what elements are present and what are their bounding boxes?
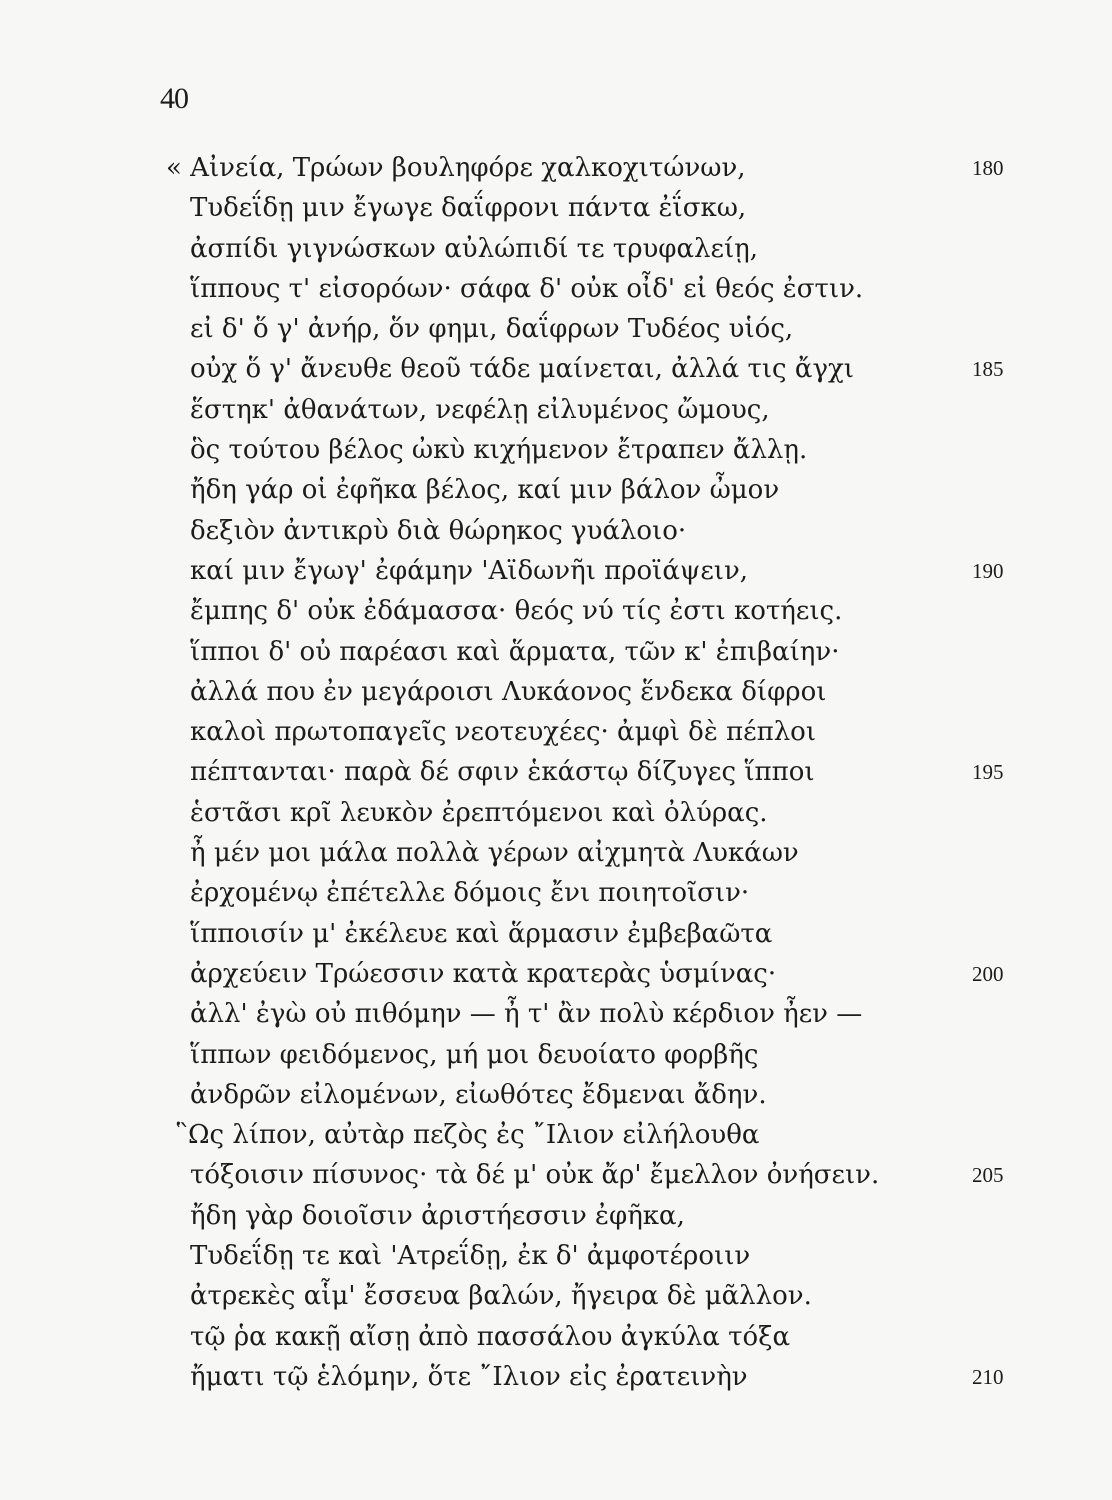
verse-line — [0, 511, 1112, 551]
verse-line — [0, 349, 1112, 389]
line-number: 210 — [972, 1364, 1004, 1389]
verse-line — [0, 269, 1112, 309]
verse-line — [0, 470, 1112, 510]
verse-text: τῷ ῥα κακῇ αἴσῃ ἀπὸ πασσάλου ἀγκύλα τόξα — [190, 1321, 791, 1352]
verse-line — [0, 793, 1112, 833]
verse-line — [0, 1196, 1112, 1236]
verse-text: οὐχ ὅ γ' ἄνευθε θεοῦ τάδε μαίνεται, ἀλλά τις ἄγχι — [190, 354, 854, 385]
verse-text: ἀνδρῶν εἰλομένων, εἰωθότες ἔδμεναι ἄδην. — [190, 1079, 767, 1110]
verse-line — [0, 994, 1112, 1034]
verse-text: ἀτρεκὲς αἷμ' ἔσσευα βαλών, ἤγειρα δὲ μᾶλλον. — [190, 1281, 812, 1312]
verse-text: ἤματι τῷ ἑλόμην, ὅτε ῎Ιλιον εἰς ἐρατεινὴν — [190, 1361, 748, 1392]
verse-text: ἤδη γάρ οἱ ἐφῆκα βέλος, καί μιν βάλον ὦμον — [190, 475, 780, 506]
page-number: 40 — [160, 82, 188, 115]
verse-text: ἵππους τ' εἰσορόων· σάφα δ' οὐκ οἶδ' εἰ θεός ἐστιν. — [190, 273, 864, 304]
verse-line — [0, 1276, 1112, 1316]
verse-text: Τυδεΐδῃ τε καὶ 'Ατρεΐδῃ, ἐκ δ' ἀμφοτέροιιν — [190, 1241, 751, 1272]
verse-text: ἵπποισίν μ' ἐκέλευε καὶ ἅρμασιν ἐμβεβαῶτα — [190, 918, 773, 949]
verse-text: πέπτανται· παρὰ δέ σφιν ἑκάστῳ δίζυγες ἵπποι — [190, 757, 815, 788]
verse-text: ἵπποι δ' οὐ παρέασι καὶ ἅρματα, τῶν κ' ἐπιβαίην· — [190, 636, 840, 667]
verse-text: τόξοισιν πίσυνος· τὰ δέ μ' οὐκ ἄρ' ἔμελλον ὀνήσειν. — [190, 1160, 880, 1191]
verse-line — [0, 1317, 1112, 1357]
verse-text: εἰ δ' ὅ γ' ἀνήρ, ὅν φημι, δαΐφρων Τυδέος υἱός, — [190, 314, 794, 345]
verse-line — [0, 591, 1112, 631]
verse-line — [0, 390, 1112, 430]
verse-text: ἀλλ' ἐγὼ οὐ πιθόμην — ἦ τ' ἂν πολὺ κέρδιον ἦεν — — [190, 999, 863, 1030]
verse-block — [0, 148, 1112, 1397]
verse-text: ἐρχομένῳ ἐπέτελλε δόμοις ἔνι ποιητοῖσιν· — [190, 878, 750, 909]
verse-text: ἑστᾶσι κρῖ λευκὸν ἐρεπτόμενοι καὶ ὀλύρας. — [190, 797, 768, 828]
verse-line — [0, 188, 1112, 228]
verse-text: καλοὶ πρωτοπαγεῖς νεοτευχέες· ἀμφὶ δὲ πέπλοι — [190, 717, 817, 748]
verse-text: ἀλλά που ἐν μεγάροισι Λυκάονος ἕνδεκα δίφροι — [190, 676, 827, 707]
verse-line — [0, 1357, 1112, 1397]
line-number: 190 — [972, 558, 1004, 583]
verse-line — [0, 551, 1112, 591]
verse-text: ἵππων φειδόμενος, μή μοι δευοίατο φορβῆς — [190, 1039, 759, 1070]
verse-line — [0, 954, 1112, 994]
verse-text: ἤδη γὰρ δοιοῖσιν ἀριστήεσσιν ἐφῆκα, — [190, 1200, 685, 1231]
verse-line — [0, 1035, 1112, 1075]
verse-text: « Αἰνεία, Τρώων βουληφόρε χαλκοχιτώνων, — [166, 153, 746, 183]
verse-line — [0, 229, 1112, 269]
verse-text: Τυδεΐδῃ μιν ἔγωγε δαΐφρονι πάντα ἐΐσκω, — [190, 193, 747, 224]
verse-line — [0, 632, 1112, 672]
verse-text: ἔμπης δ' οὐκ ἐδάμασσα· θεός νύ τίς ἐστι κοτήεις. — [190, 596, 843, 627]
verse-line — [0, 752, 1112, 792]
verse-line — [0, 672, 1112, 712]
verse-line — [0, 712, 1112, 752]
verse-line — [0, 914, 1112, 954]
verse-text: ὃς τούτου βέλος ὠκὺ κιχήμενον ἔτραπεν ἄλλῃ. — [190, 435, 808, 466]
verse-line — [0, 430, 1112, 470]
verse-text: δεξιὸν ἀντικρὺ διὰ θώρηκος γυάλοιο· — [190, 515, 687, 546]
verse-line — [0, 1075, 1112, 1115]
verse-text: ῝Ως λίπον, αὐτὰρ πεζὸς ἐς ῎Ιλιον εἰλήλουθα — [175, 1120, 760, 1151]
verse-line — [0, 1236, 1112, 1276]
verse-text: ἀσπίδι γιγνώσκων αὐλώπιδί τε τρυφαλείῃ, — [190, 233, 759, 264]
line-number: 200 — [972, 961, 1004, 986]
verse-line — [0, 873, 1112, 913]
verse-line — [0, 148, 1112, 188]
line-number: 195 — [972, 760, 1004, 785]
verse-text: ἦ μέν μοι μάλα πολλὰ γέρων αἰχμητὰ Λυκάων — [190, 838, 799, 869]
line-number: 205 — [972, 1163, 1004, 1188]
verse-text: ἀρχεύειν Τρώεσσιν κατὰ κρατερὰς ὑσμίνας· — [190, 958, 777, 989]
line-number: 185 — [972, 357, 1004, 382]
verse-text: καί μιν ἔγωγ' ἐφάμην 'Αϊδωνῆι προϊάψειν, — [190, 555, 749, 586]
verse-line — [0, 1115, 1112, 1155]
verse-text: ἕστηκ' ἀθανάτων, νεφέλῃ εἰλυμένος ὤμους, — [190, 394, 770, 425]
verse-line — [0, 309, 1112, 349]
line-number: 180 — [972, 156, 1004, 180]
verse-line — [0, 833, 1112, 873]
verse-line — [0, 1155, 1112, 1195]
